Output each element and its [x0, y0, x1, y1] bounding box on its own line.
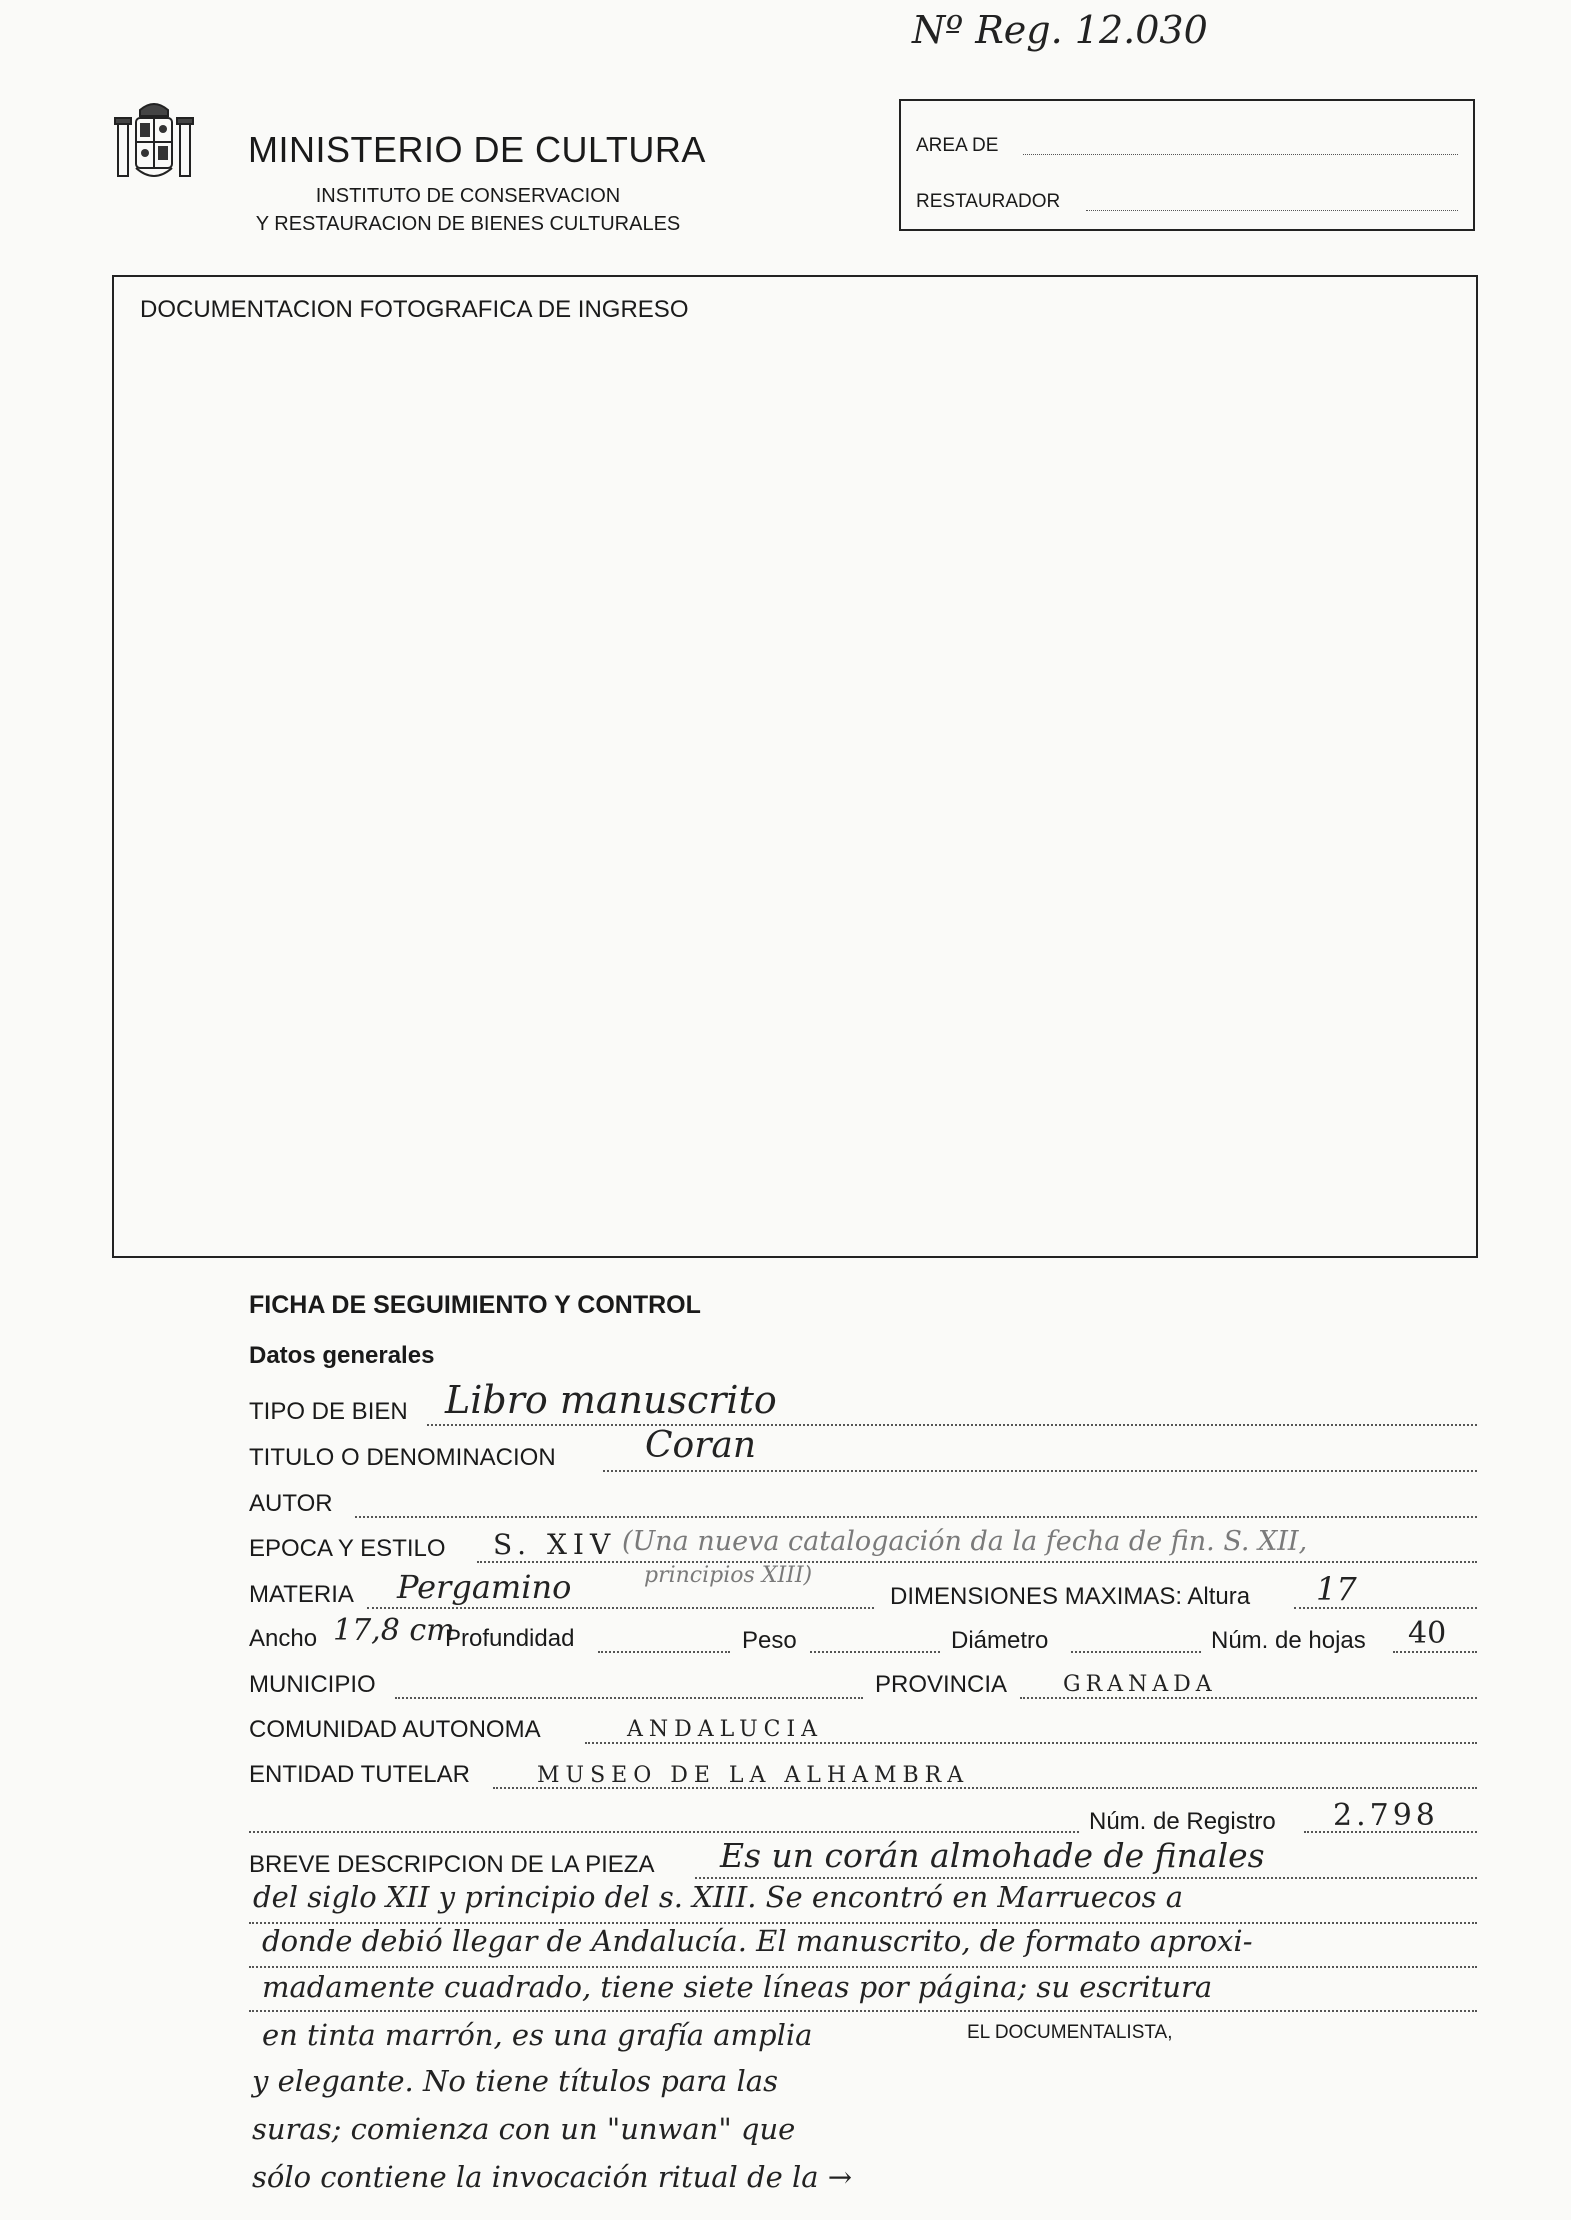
- photo-documentation-label: DOCUMENTACION FOTOGRAFICA DE INGRESO: [140, 296, 689, 323]
- autor-label: AUTOR: [249, 1490, 333, 1517]
- institute-line-1: INSTITUTO DE CONSERVACION: [315, 185, 621, 207]
- hojas-field-line[interactable]: [1393, 1651, 1477, 1653]
- dimensiones-label: DIMENSIONES MAXIMAS: Altura: [890, 1583, 1251, 1610]
- ancho-label: Ancho: [249, 1625, 318, 1652]
- tipo-label: TIPO DE BIEN: [249, 1398, 408, 1425]
- epoca-note: (Una nueva catalogación da la fecha de fin. S. XII,: [622, 1526, 1308, 1557]
- comunidad-label: COMUNIDAD AUTONOMA: [249, 1716, 541, 1743]
- ministry-title: MINISTERIO DE CULTURA: [248, 129, 706, 170]
- restaurador-label: RESTAURADOR: [916, 191, 1061, 212]
- epoca-field-line[interactable]: [477, 1561, 1477, 1563]
- diametro-label: Diámetro: [951, 1627, 1049, 1654]
- descripcion-field-line-1[interactable]: [695, 1877, 1477, 1879]
- epoca-note-2: principios XIII): [644, 1563, 813, 1588]
- tipo-value: Libro manuscrito: [445, 1378, 777, 1422]
- autor-field-line[interactable]: [355, 1516, 1477, 1518]
- entidad-value: MUSEO DE LA ALHAMBRA: [537, 1763, 970, 1788]
- ancho-value: 17,8 cm: [333, 1613, 455, 1648]
- breve-descripcion-label: BREVE DESCRIPCION DE LA PIEZA: [249, 1851, 655, 1878]
- peso-field-line[interactable]: [810, 1651, 940, 1653]
- entidad-label: ENTIDAD TUTELAR: [249, 1761, 470, 1788]
- profundidad-field-line[interactable]: [598, 1651, 730, 1653]
- municipio-label: MUNICIPIO: [249, 1671, 376, 1698]
- provincia-value: GRANADA: [1063, 1672, 1217, 1697]
- photo-documentation-box: [112, 275, 1478, 1258]
- institute-line-2: Y RESTAURACION DE BIENES CULTURALES: [255, 213, 681, 235]
- profundidad-label: Profundidad: [445, 1625, 575, 1652]
- comunidad-value: ANDALUCIA: [627, 1717, 824, 1742]
- epoca-value: S. XIV: [493, 1528, 617, 1561]
- hojas-value: 40: [1408, 1616, 1447, 1651]
- materia-field-line[interactable]: [367, 1607, 874, 1609]
- descripcion-line: en tinta marrón, es una grafía amplia: [262, 2018, 813, 2052]
- restaurador-field[interactable]: [1086, 210, 1458, 211]
- descripcion-line: suras; comienza con un "unwan" que: [252, 2112, 796, 2146]
- diametro-field-line[interactable]: [1071, 1651, 1201, 1653]
- form-title: FICHA DE SEGUIMIENTO Y CONTROL: [249, 1291, 701, 1319]
- municipio-field-line[interactable]: [395, 1697, 863, 1699]
- descripcion-line: donde debió llegar de Andalucía. El manuscrito, de formato aproxi-: [262, 1924, 1253, 1958]
- provincia-field-line[interactable]: [1020, 1697, 1477, 1699]
- area-label: AREA DE: [916, 135, 999, 156]
- altura-value: 17: [1316, 1570, 1357, 1608]
- descripcion-field-line-3[interactable]: [249, 1966, 1477, 1968]
- titulo-field-line[interactable]: [603, 1470, 1477, 1472]
- titulo-value: Coran: [645, 1425, 757, 1466]
- descripcion-line: Es un corán almohade de finales: [720, 1836, 1265, 1875]
- form-subtitle: Datos generales: [249, 1342, 435, 1369]
- registro-value: 2.798: [1333, 1798, 1439, 1833]
- coat-of-arms-icon: [112, 96, 196, 186]
- documentalista-label: EL DOCUMENTALISTA,: [967, 2022, 1173, 2043]
- descripcion-line: sólo contiene la invocación ritual de la →: [252, 2160, 853, 2194]
- epoca-label: EPOCA Y ESTILO: [249, 1535, 446, 1562]
- descripcion-field-line-4[interactable]: [249, 2010, 1477, 2012]
- comunidad-field-line[interactable]: [585, 1742, 1477, 1744]
- peso-label: Peso: [742, 1627, 797, 1654]
- descripcion-line: y elegante. No tiene títulos para las: [252, 2064, 778, 2098]
- descripcion-line: del siglo XII y principio del s. XIII. Se encontró en Marruecos a: [253, 1880, 1184, 1914]
- blank-field-line[interactable]: [249, 1831, 1079, 1833]
- descripcion-line: madamente cuadrado, tiene siete líneas por página; su escritura: [262, 1970, 1213, 2004]
- hojas-label: Núm. de hojas: [1211, 1627, 1366, 1654]
- provincia-label: PROVINCIA: [875, 1671, 1008, 1698]
- area-field[interactable]: [1023, 154, 1458, 155]
- handwritten-register-note: Nº Reg. 12.030: [912, 8, 1208, 52]
- registro-label: Núm. de Registro: [1089, 1808, 1276, 1835]
- materia-label: MATERIA: [249, 1581, 354, 1608]
- materia-value: Pergamino: [397, 1568, 572, 1606]
- titulo-label: TITULO O DENOMINACION: [249, 1444, 556, 1471]
- tipo-field-line[interactable]: [427, 1424, 1477, 1426]
